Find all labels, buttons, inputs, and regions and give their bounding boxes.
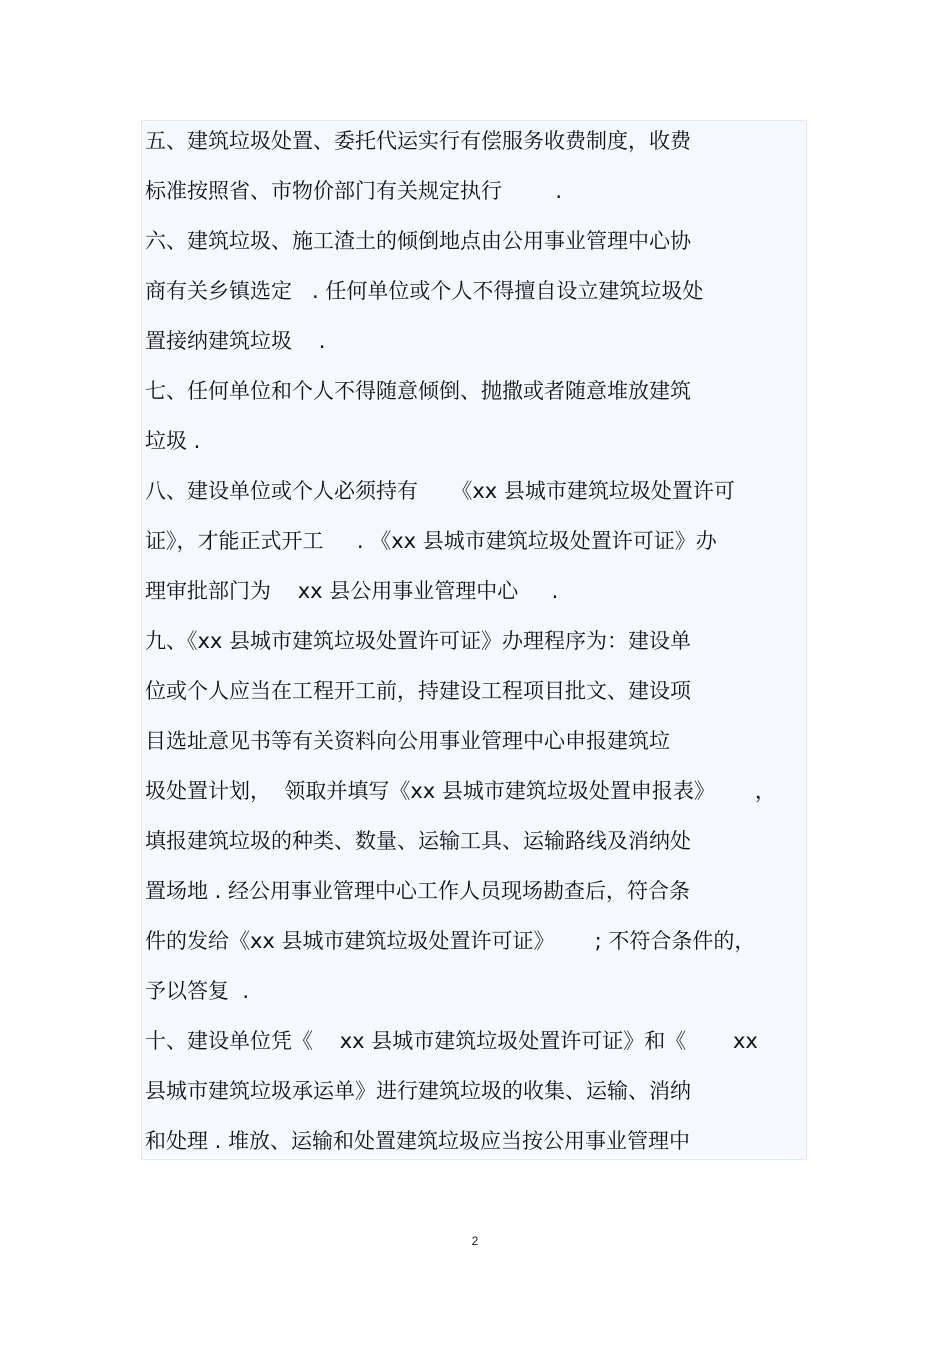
paragraph-line: 位或个人应当在工程开工前，持建设工程项目批文、建设项 <box>145 679 691 703</box>
paragraph-line: 证》，才能正式开工 . 《xx 县城市建筑垃圾处置许可证》办 <box>145 529 717 553</box>
paragraph-line: 和处理 . 堆放、运输和处置建筑垃圾应当按公用事业管理中 <box>145 1129 691 1153</box>
paragraph-line: 九、《xx 县城市建筑垃圾处置许可证》办理程序为：建设单 <box>145 629 692 653</box>
paragraph-line: 六、建筑垃圾、施工渣土的倾倒地点由公用事业管理中心协 <box>145 229 691 253</box>
paragraph-line: 予以答复 . <box>145 979 250 1003</box>
paragraph-line: 件的发给《xx 县城市建筑垃圾处置许可证》 ; 不符合条件的， <box>145 929 756 953</box>
paragraph-line: 标准按照省、市物价部门有关规定执行 . <box>145 179 563 203</box>
paragraph-line: 置接纳建筑垃圾 . <box>145 329 326 353</box>
paragraph-line: 填报建筑垃圾的种类、数量、运输工具、运输路线及消纳处 <box>145 829 691 853</box>
paragraph-line: 置场地 . 经公用事业管理中心工作人员现场勘查后，符合条 <box>145 879 691 903</box>
paragraph-line: 县城市建筑垃圾承运单》进行建筑垃圾的收集、运输、消纳 <box>145 1079 691 1103</box>
page-number: 2 <box>471 1234 479 1248</box>
paragraph-line: 商有关乡镇选定 . 任何单位或个人不得擅自设立建筑垃圾处 <box>145 279 704 303</box>
paragraph-line: 垃圾 . <box>145 429 201 453</box>
paragraph-line: 五、建筑垃圾处置、委托代运实行有偿服务收费制度，收费 <box>145 129 691 153</box>
paragraph-line: 十、建设单位凭《 xx 县城市建筑垃圾处置许可证》和《 xx <box>145 1029 758 1053</box>
paragraph-line: 八、建设单位或个人必须持有 《xx 县城市建筑垃圾处置许可 <box>145 479 735 503</box>
paragraph-line: 七、任何单位和个人不得随意倾倒、抛撒或者随意堆放建筑 <box>145 379 691 403</box>
paragraph-line: 理审批部门为 xx 县公用事业管理中心 . <box>145 579 559 603</box>
paragraph-line: 目选址意见书等有关资料向公用事业管理中心申报建筑垃 <box>145 729 670 753</box>
paragraph-line: 圾处置计划， 领取并填写《xx 县城市建筑垃圾处置申报表》 ， <box>145 779 776 803</box>
